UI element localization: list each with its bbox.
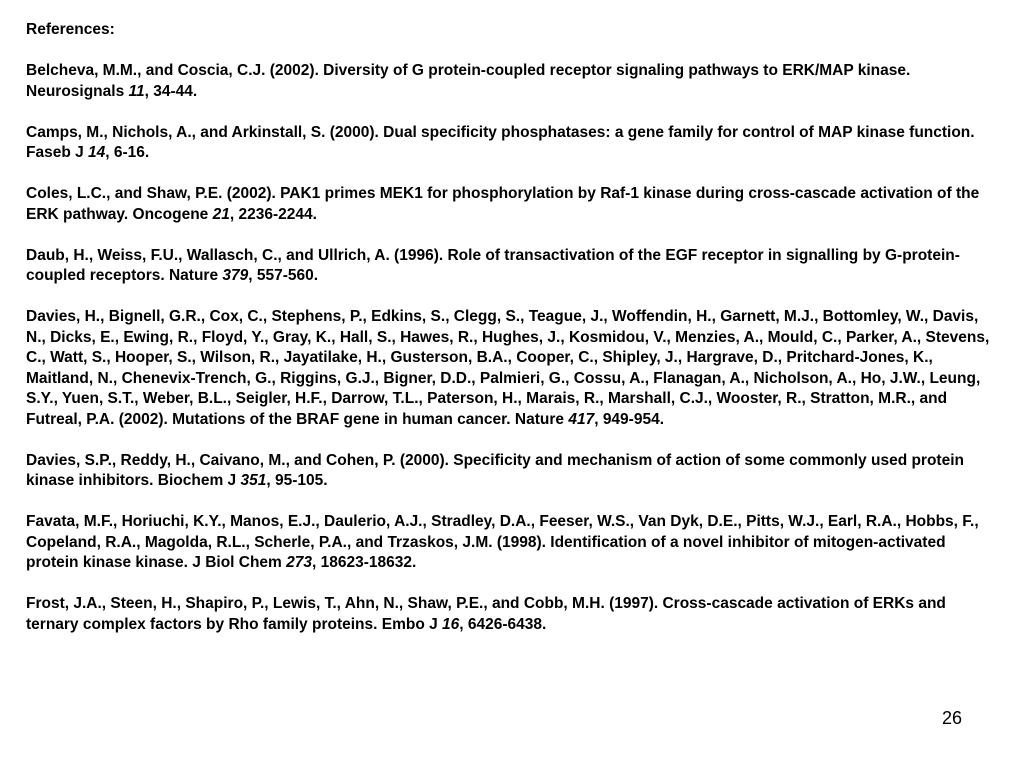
reference-item	[26, 61, 994, 102]
reference-citation: Favata, M.F., Horiuchi, K.Y., Manos, E.J., Daulerio, A.J., Stradley, D.A., Feeser, W.S., Van Dyk, D.E., Pitts, W.J., Earl, R.A., Hobbs, F., Copeland, R.A., Magolda, R.L., Scherle, P.A., and Trzaskos, J.M. (1998). Identification of a novel inhibitor of mitogen-activated protein kinase kinase. J Biol Chem	[26, 513, 979, 571]
reference-pages: , 18623-18632.	[312, 554, 417, 571]
reference-citation: Frost, J.A., Steen, H., Shapiro, P., Lewis, T., Ahn, N., Shaw, P.E., and Cobb, M.H. (1997). Cross-cascade activation of ERKs and ternary complex factors by Rho family proteins. Embo J	[26, 595, 946, 633]
reference-volume: 273	[286, 554, 313, 571]
reference-volume: 21	[212, 205, 230, 223]
reference-pages: , 34-44.	[144, 82, 198, 100]
reference-pages: , 6-16.	[105, 144, 150, 161]
reference-volume: 379	[222, 267, 249, 284]
reference-citation: Davies, S.P., Reddy, H., Caivano, M., and Cohen, P. (2000). Specificity and mechanism of action of some commonly used protein kinase inhibitors. Biochem J	[26, 451, 964, 489]
reference-item	[26, 184, 994, 225]
reference-volume: 351	[240, 472, 267, 489]
reference-citation: Davies, H., Bignell, G.R., Cox, C., Stephens, P., Edkins, S., Clegg, S., Teague, J., Woffendin, H., Garnett, M.J., Bottomley, W., Davis, N., Dicks, E., Ewing, R., Floyd, Y., Gray, K., Hall, S., Hawes, R., Hughes, J., Kosmidou, V., Menzies, A., Mould, C., Parker, A., Stevens, C., Watt, S., Hooper, S., Wilson, R., Jayatilake, H., Gusterson, B.A., Cooper, C., Shipley, J., Hargrave, D., Pritchard-Jones, K., Maitland, N., Chenevix-Trench, G., Riggins, G.J., Bigner, D.D., Palmieri, G., Cossu, A., Flanagan, A., Nicholson, A., Ho, J.W., Leung, S.Y., Yuen, S.T., Weber, B.L., Seigler, H.F., Darrow, T.L., Paterson, H., Marais, R., Marshall, C.J., Wooster, R., Stratton, M.R., and Futreal, P.A. (2002). Mutations of the BRAF gene in human cancer. Nature	[26, 308, 990, 428]
reference-item	[26, 123, 994, 164]
reference-citation: Coles, L.C., and Shaw, P.E. (2002). PAK1 primes MEK1 for phosphorylation by Raf-1 kinase during cross-cascade activation of the ERK pathway. Oncogene	[26, 185, 980, 223]
reference-citation: Belcheva, M.M., and Coscia, C.J. (2002). Diversity of G protein-coupled receptor signaling pathways to ERK/MAP kinase. Neurosignals	[26, 62, 911, 100]
references-heading: References:	[26, 21, 115, 38]
reference-volume: 11	[128, 82, 145, 100]
reference-pages: , 949-954.	[594, 410, 665, 428]
reference-pages: , 6426-6438.	[459, 615, 547, 633]
reference-pages: , 2236-2244.	[229, 205, 317, 223]
reference-citation: Daub, H., Weiss, F.U., Wallasch, C., and Ullrich, A. (1996). Role of transactivation of the EGF receptor in signalling by G-protein- coupled receptors. Nature	[26, 246, 960, 284]
slide-content	[26, 20, 994, 656]
reference-volume: 417	[568, 410, 595, 428]
reference-item	[26, 512, 994, 574]
reference-citation: Camps, M., Nichols, A., and Arkinstall, S. (2000). Dual specificity phosphatases: a gene family for control of MAP kinase function. Faseb J	[26, 123, 975, 161]
reference-item	[26, 451, 994, 492]
reference-item	[26, 246, 994, 287]
reference-pages: , 557-560.	[248, 267, 319, 284]
reference-volume: 16	[442, 615, 460, 633]
page-number: 26	[941, 708, 962, 728]
reference-item	[26, 307, 994, 430]
reference-volume: 14	[88, 144, 106, 161]
reference-pages: , 95-105.	[266, 472, 328, 489]
reference-item	[26, 594, 994, 635]
